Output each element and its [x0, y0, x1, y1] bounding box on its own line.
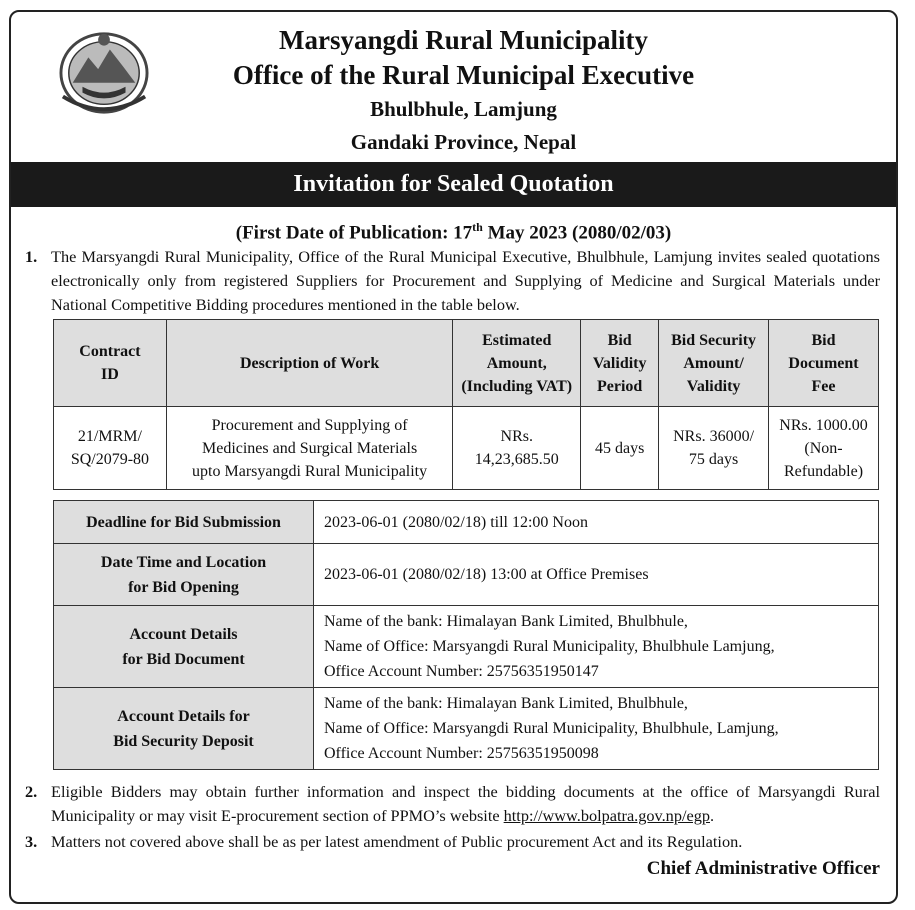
header-estimated-amount: Estimated Amount, (Including VAT)	[453, 320, 581, 407]
deadline-value: 2023-06-01 (2080/02/18) till 12:00 Noon	[314, 501, 879, 544]
details-table	[53, 500, 879, 770]
paragraph-2: 2. Eligible Bidders may obtain further information and inspect the bidding documents at the office of Marsyangdi Rural Municipality or may visit E-procurement section of PPMO’s website http://www.bolpatra.gov.np/egp.	[25, 782, 880, 826]
cell-bid-validity: 45 days	[581, 407, 659, 490]
account-security-label: Account Details for Bid Security Deposit	[54, 688, 314, 770]
paragraph-number: 3.	[25, 832, 38, 852]
office-location: Bhulbhule, Lamjung	[370, 97, 557, 121]
header	[11, 12, 896, 162]
account-document-row	[54, 606, 879, 688]
opening-row	[54, 544, 879, 606]
paragraph-number: 2.	[25, 782, 38, 802]
header-description: Description of Work	[166, 320, 452, 407]
paragraph-1	[11, 245, 896, 317]
header-bid-validity: Bid Validity Period	[581, 320, 659, 407]
opening-value: 2023-06-01 (2080/02/18) 13:00 at Office Premises	[314, 544, 879, 606]
office-name: Office of the Rural Municipal Executive	[232, 60, 695, 90]
paragraph-3	[11, 830, 896, 854]
paragraph-text: Eligible Bidders may obtain further information and inspect the bidding documents at the office of Marsyangdi Rural Municipality or may visit E-procurement section of PPMO’s website	[51, 782, 880, 826]
account-document-label: Account Details for Bid Document	[54, 606, 314, 688]
paragraph-text: The Marsyangdi Rural Municipality, Office of the Rural Municipal Executive, Bhulbhule, Lamjung invites sealed quotations electronically only from registered Suppliers for Procurement and Supplying of Medicine and Surgical Materials under National Competitive Bidding procedures mentioned in the table below.	[51, 247, 880, 315]
opening-label: Date Time and Location for Bid Opening	[54, 544, 314, 606]
deadline-row	[54, 501, 879, 544]
cell-document-fee: NRs. 1000.00 (Non- Refundable)	[769, 407, 879, 490]
header-bid-security: Bid Security Amount/ Validity	[659, 320, 769, 407]
notice-frame	[9, 10, 898, 904]
account-security-row	[54, 688, 879, 770]
province-country: Gandaki Province, Nepal	[350, 130, 577, 154]
deadline-label: Deadline for Bid Submission	[54, 501, 314, 544]
signature-title: Chief Administrative Officer	[646, 858, 880, 880]
cell-estimated-amount: NRs. 14,23,685.50	[453, 407, 581, 490]
notice-title: Invitation for Sealed Quotation	[11, 162, 896, 207]
table-header-row	[54, 320, 879, 407]
header-document-fee: Bid Document Fee	[769, 320, 879, 407]
municipality-name: Marsyangdi Rural Municipality	[278, 25, 649, 55]
publication-date: (First Date of Publication: 17th May 2023 (2080/02/03)	[235, 220, 672, 244]
account-security-value: Name of the bank: Himalayan Bank Limited, Bhulbhule, Name of Office: Marsyangdi Rural Municipality, Bhulbhule, Lamjung, Office Account Number: 25756351950098	[314, 688, 879, 770]
bolpatra-link[interactable]: http://www.bolpatra.gov.np/egp	[503, 806, 710, 826]
cell-description: Procurement and Supplying of Medicines and Surgical Materials upto Marsyangdi Rural Municipality	[166, 407, 452, 490]
account-document-value: Name of the bank: Himalayan Bank Limited, Bhulbhule, Name of Office: Marsyangdi Rural Municipality, Bhulbhule Lamjung, Office Account Number: 25756351950147	[314, 606, 879, 688]
paragraph-text: Matters not covered above shall be as per latest amendment of Public procurement Act and its Regulation.	[51, 832, 743, 852]
contract-table	[53, 319, 879, 490]
cell-contract-id: 21/MRM/ SQ/2079-80	[54, 407, 167, 490]
table-row	[54, 407, 879, 490]
paragraph-number: 1.	[25, 247, 38, 267]
header-contract-id: Contract ID	[54, 320, 167, 407]
cell-bid-security: NRs. 36000/ 75 days	[659, 407, 769, 490]
